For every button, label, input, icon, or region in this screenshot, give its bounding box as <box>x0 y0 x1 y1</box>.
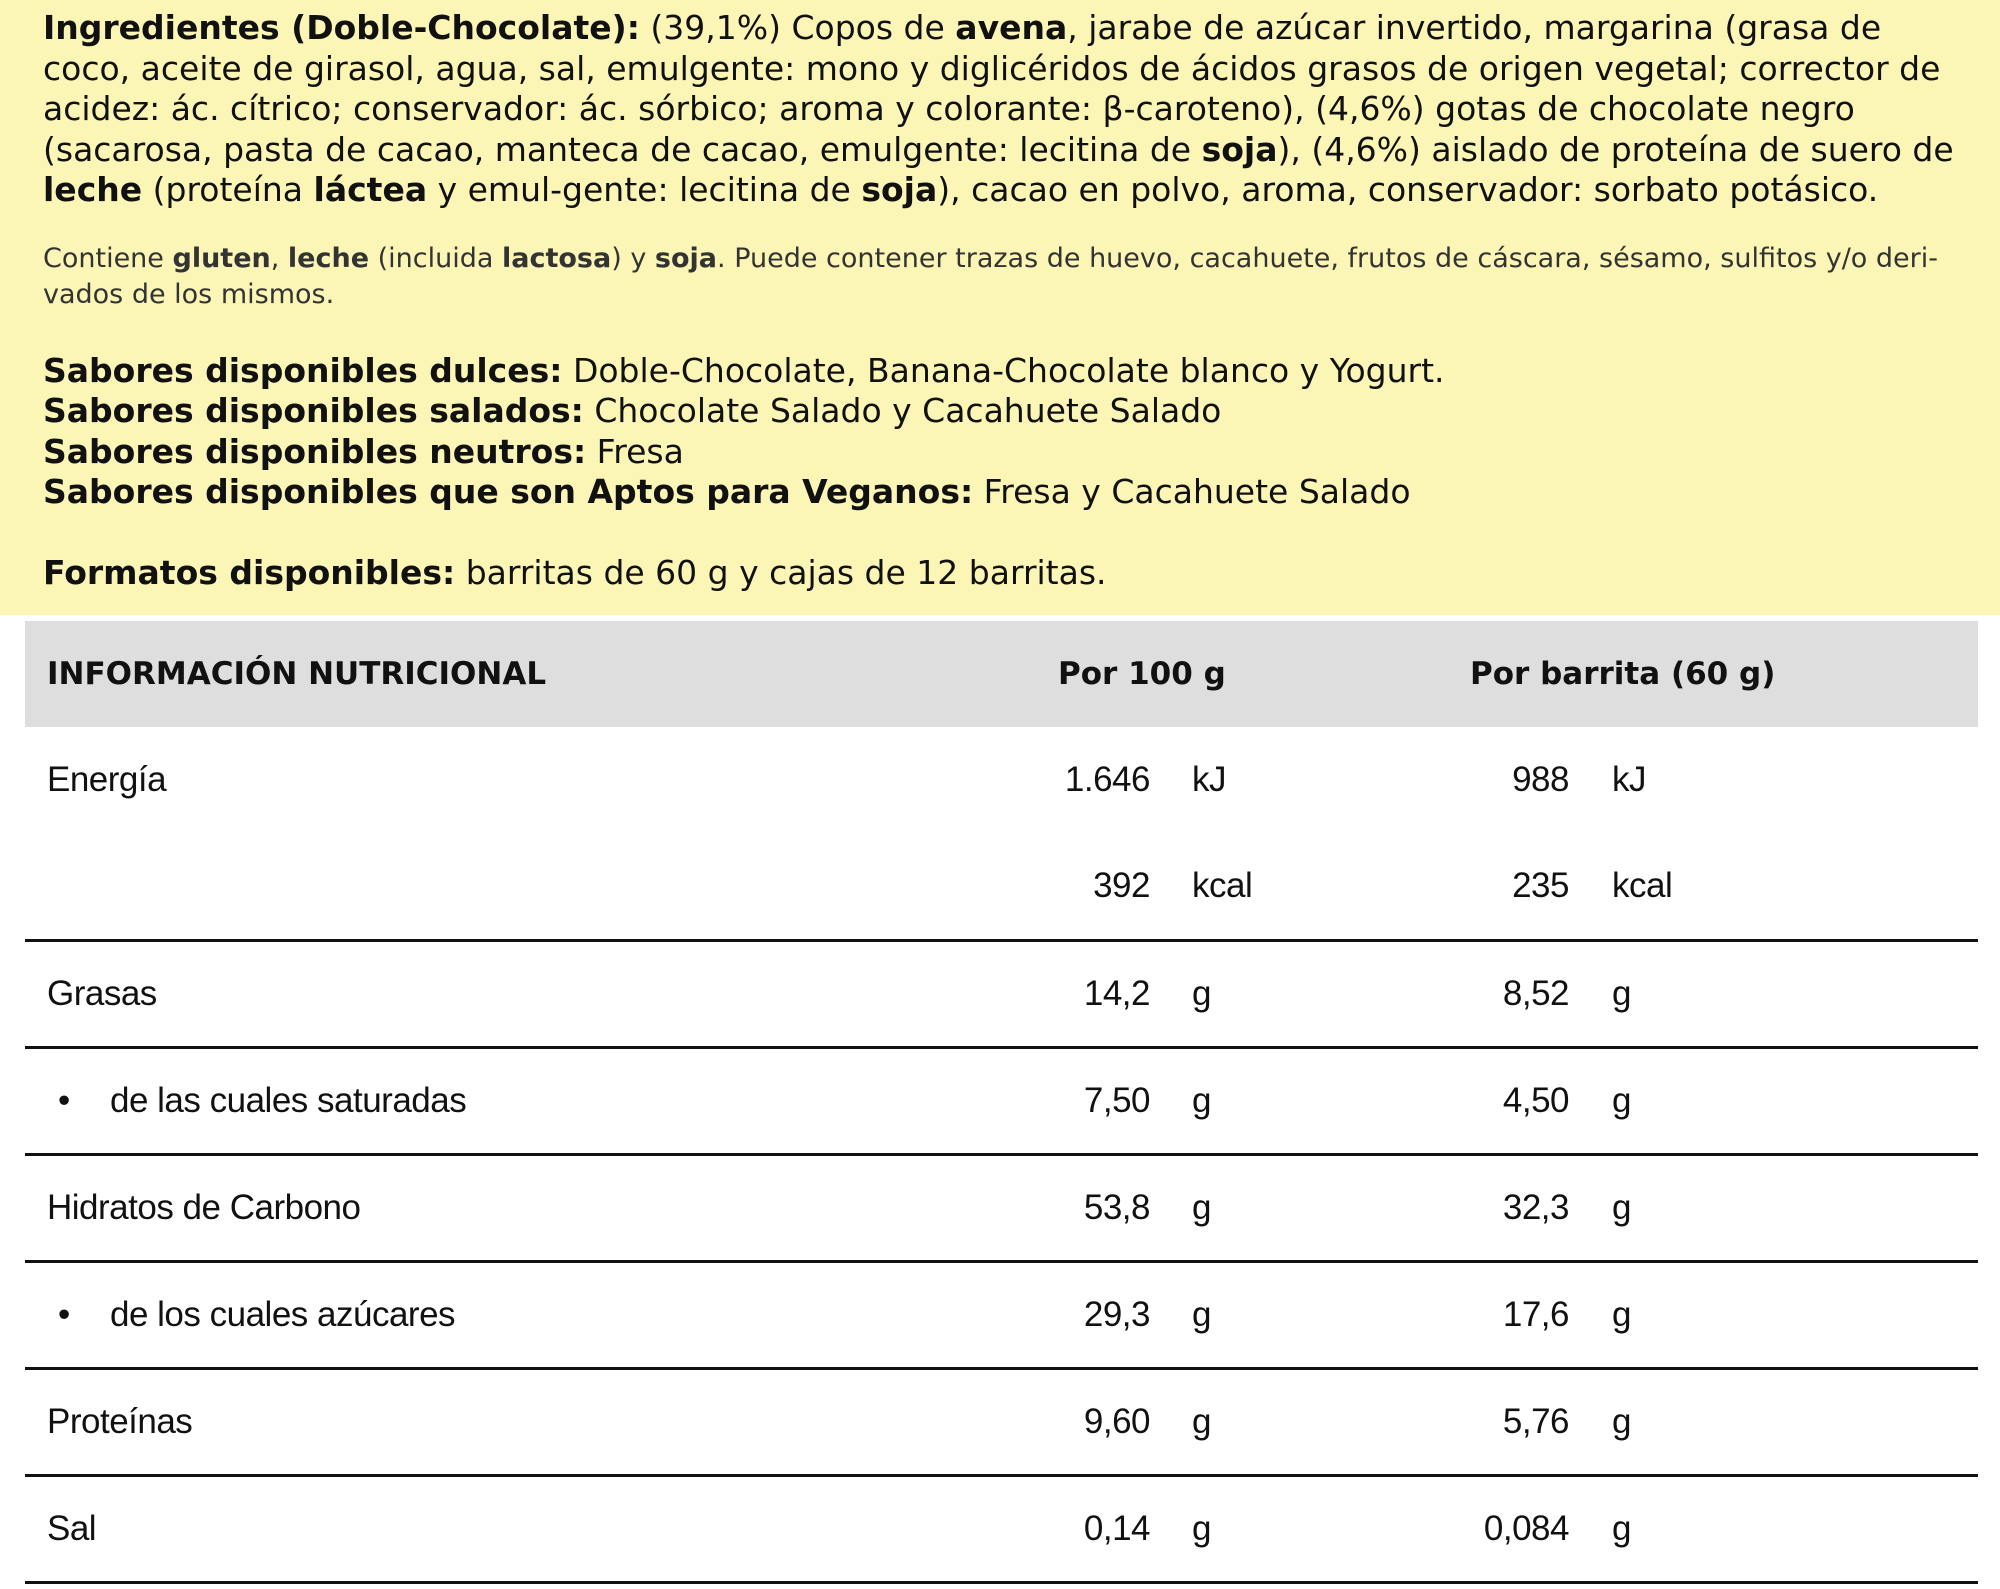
unit: g <box>1612 1509 1631 1548</box>
nutrient-name: Grasas <box>47 974 157 1013</box>
text: ) y <box>611 242 655 274</box>
flavor-line-neutral <box>43 432 1960 473</box>
value-per-100g: 1.646 <box>1064 760 1150 799</box>
flavor-line-vegan <box>43 472 1960 513</box>
unit: kcal <box>1612 866 1673 905</box>
nutrient-name: Hidratos de Carbono <box>47 1188 361 1227</box>
value-per-bar: 32,3 <box>1502 1188 1569 1227</box>
table-row <box>25 942 1978 1046</box>
nutrient-label: de las cuales saturadas <box>110 1081 467 1120</box>
unit: g <box>1612 1188 1631 1227</box>
nutrient-name <box>58 1081 466 1121</box>
nutrition-table <box>25 621 1978 1584</box>
text: y emul-gente: lecitina de <box>427 170 862 209</box>
value-per-100g: 7,50 <box>1083 1081 1150 1120</box>
allergen-bold: leche <box>287 242 370 274</box>
flavor-label: Sabores disponibles neutros: <box>43 431 587 471</box>
text: , <box>270 242 288 274</box>
column-per-100g: Por 100 g <box>1058 656 1226 692</box>
nutrient-name: Energía <box>47 760 167 799</box>
flavor-line-salty <box>43 391 1960 432</box>
table-row <box>25 1049 1978 1153</box>
value-per-100g: 0,14 <box>1083 1509 1150 1548</box>
allergen-bold: gluten <box>172 242 271 274</box>
unit: g <box>1612 1081 1631 1120</box>
text: (39,1%) Copos de <box>639 8 956 47</box>
value-per-100g: 53,8 <box>1083 1188 1150 1227</box>
allergen-bold: avena <box>955 8 1068 47</box>
table-row <box>25 1370 1978 1474</box>
nutrition-header <box>25 621 1978 727</box>
text: ), (4,6%) aislado de proteína de suero de <box>1277 129 1954 169</box>
flavors-list <box>43 351 1960 513</box>
value-per-100g: 9,60 <box>1083 1402 1150 1441</box>
bullet: • <box>58 1295 70 1334</box>
unit: kJ <box>1612 760 1646 799</box>
nutrient-label: de los cuales azúcares <box>110 1295 456 1334</box>
flavor-line-sweet <box>43 351 1960 392</box>
unit: g <box>1612 1295 1631 1334</box>
unit: g <box>1612 974 1631 1013</box>
value-per-100g: 392 <box>1093 866 1150 905</box>
column-per-bar: Por barrita (60 g) <box>1470 656 1776 692</box>
energy-row-kcal <box>25 833 1978 939</box>
flavor-value: Chocolate Salado y Cacahuete Salado <box>583 391 1222 430</box>
allergen-bold: lactosa <box>502 242 612 274</box>
allergen-bold: soja <box>1201 129 1278 169</box>
flavor-value: Fresa <box>586 431 684 471</box>
flavor-value: Fresa y Cacahuete Salado <box>973 472 1411 511</box>
value-per-100g: 14,2 <box>1083 974 1150 1013</box>
nutrient-name: Proteínas <box>47 1402 193 1441</box>
value-per-bar: 988 <box>1512 760 1569 799</box>
unit: g <box>1192 1188 1211 1227</box>
row-divider <box>25 1581 1978 1584</box>
ingredients-panel <box>0 0 2000 615</box>
ingredients-paragraph <box>43 8 1960 211</box>
formats-label: Formatos disponibles: <box>43 552 456 592</box>
text: . Puede contener trazas de huevo, cacahuete, frutos de cáscara, sésamo, sulfitos y/o deri-vados de los mismos. <box>43 242 1939 310</box>
allergen-bold: leche <box>43 170 143 209</box>
unit: g <box>1192 974 1211 1013</box>
flavor-label: Sabores disponibles que son Aptos para Veganos: <box>43 472 974 511</box>
value-per-bar: 4,50 <box>1502 1081 1569 1120</box>
value-per-100g: 29,3 <box>1083 1295 1150 1334</box>
flavor-value: Doble-Chocolate, Banana-Chocolate blanco y Yogurt. <box>562 350 1445 390</box>
value-per-bar: 5,76 <box>1502 1402 1569 1441</box>
nutrient-name: Sal <box>47 1509 97 1548</box>
table-row <box>25 1477 1978 1581</box>
allergen-bold: soja <box>861 170 938 209</box>
text: ), cacao en polvo, aroma, conservador: sorbato potásico. <box>937 170 1879 209</box>
unit: g <box>1612 1402 1631 1441</box>
nutrition-title: INFORMACIÓN NUTRICIONAL <box>47 656 547 692</box>
energy-row-kj <box>25 727 1978 833</box>
nutrient-rows <box>25 939 1978 1584</box>
text: Contiene <box>43 242 173 274</box>
text: , jarabe de azúcar invertido, margarina (grasa de coco, aceite de girasol, agua, sal, emulgente: mono y diglicéridos de ácidos grasos de origen vegetal; corrector de acidez: ác. cítrico; conservador: ác. sórbico; aroma y colorante: β-caroteno), (4,6%) gotas de chocolate negro (sacarosa, pasta de cacao, manteca de cacao, emulgente: lecitina de <box>43 8 1941 169</box>
ingredients-label: Ingredientes (Doble-Chocolate): <box>43 8 640 47</box>
unit: g <box>1192 1081 1211 1120</box>
unit: g <box>1192 1402 1211 1441</box>
value-per-bar: 17,6 <box>1502 1295 1569 1334</box>
allergen-statement <box>43 241 1960 313</box>
formats-value: barritas de 60 g y cajas de 12 barritas. <box>455 552 1107 592</box>
allergen-bold: láctea <box>313 170 428 209</box>
bullet: • <box>58 1081 70 1120</box>
value-per-bar: 0,084 <box>1483 1509 1569 1548</box>
unit: kJ <box>1192 760 1226 799</box>
value-per-bar: 8,52 <box>1502 974 1569 1013</box>
text: (incluida <box>369 242 502 274</box>
formats-line <box>43 553 1960 594</box>
unit: kcal <box>1192 866 1253 905</box>
allergen-bold: soja <box>654 242 718 274</box>
unit: g <box>1192 1509 1211 1548</box>
table-row <box>25 1156 1978 1260</box>
value-per-bar: 235 <box>1512 866 1569 905</box>
nutrient-name <box>58 1295 455 1335</box>
table-row <box>25 1263 1978 1367</box>
text: (proteína <box>142 170 314 209</box>
flavor-label: Sabores disponibles dulces: <box>43 350 563 390</box>
flavor-label: Sabores disponibles salados: <box>43 391 584 430</box>
unit: g <box>1192 1295 1211 1334</box>
